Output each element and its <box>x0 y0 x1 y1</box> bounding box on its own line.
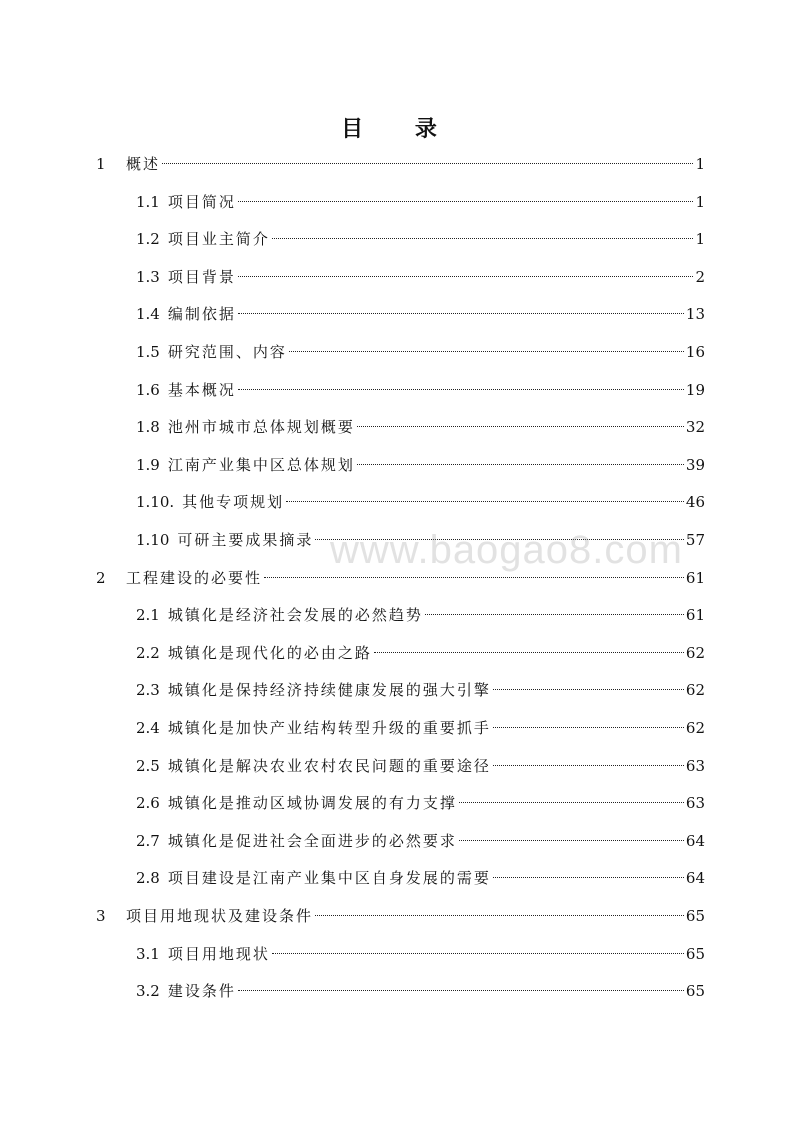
toc-entry[interactable] <box>96 904 705 928</box>
toc-entry-label: 城镇化是推动区域协调发展的有力支撑 <box>167 794 457 813</box>
toc-entry-label: 研究范围、内容 <box>167 343 287 361</box>
toc-entry-label: 其他专项规划 <box>182 493 285 512</box>
toc-entry[interactable] <box>136 829 705 853</box>
toc-entry-label: 建设条件 <box>167 982 236 1001</box>
toc-entry-label: 基本概况 <box>167 380 236 399</box>
toc-entry[interactable] <box>96 152 705 176</box>
toc-entry-number: 2.4 <box>136 719 160 737</box>
dot-leader <box>357 426 684 427</box>
toc-entry-page: 63 <box>685 756 705 775</box>
dot-leader <box>493 727 684 728</box>
dot-leader <box>493 877 684 878</box>
toc-entry[interactable] <box>136 754 705 778</box>
toc-entry-number: 1.8 <box>136 418 160 437</box>
toc-entry-page: 61 <box>685 568 705 587</box>
toc-entry-number: 3.2 <box>136 982 160 1001</box>
dot-leader <box>238 276 694 277</box>
toc-title: 目 录 <box>341 116 459 142</box>
toc-entry-page: 65 <box>685 907 705 925</box>
toc-entry[interactable] <box>136 716 705 740</box>
toc-entry-page: 65 <box>685 982 705 1001</box>
toc-entry[interactable] <box>136 791 705 815</box>
toc-entry-label: 项目用地现状及建设条件 <box>126 907 314 925</box>
toc-entry-number: 2 <box>96 568 106 587</box>
dot-leader <box>264 577 684 578</box>
toc-entry-page: 64 <box>685 869 705 888</box>
toc-entry-page: 16 <box>685 343 705 361</box>
toc-entry-page: 19 <box>685 380 705 399</box>
toc-entry-label: 项目简况 <box>167 192 236 211</box>
toc-entry-number: 2.1 <box>136 606 160 625</box>
dot-leader <box>272 238 694 239</box>
toc-entry[interactable] <box>136 979 705 1003</box>
toc-entry-page: 32 <box>685 418 705 437</box>
dot-leader <box>238 313 684 314</box>
toc-entry-label: 项目用地现状 <box>167 944 270 963</box>
dot-leader <box>238 990 684 991</box>
toc-entry[interactable] <box>136 942 705 966</box>
toc-entry-number: 1.5 <box>136 343 160 361</box>
toc-entry-number: 1.10 <box>136 531 170 549</box>
toc-entry-number: 1.10. <box>136 493 175 512</box>
toc-entry-label: 池州市城市总体规划概要 <box>167 418 355 437</box>
toc-entry-page: 39 <box>685 455 705 474</box>
toc-entry-label: 项目业主简介 <box>167 230 270 249</box>
toc-entry-label: 城镇化是保持经济持续健康发展的强大引擎 <box>167 681 491 700</box>
toc-entry-label: 城镇化是现代化的必由之路 <box>167 643 372 662</box>
toc-entry[interactable] <box>136 378 705 402</box>
dot-leader <box>286 501 684 502</box>
toc-entry-label: 城镇化是加快产业结构转型升级的重要抓手 <box>167 719 491 737</box>
dot-leader <box>459 840 684 841</box>
toc-entry-page: 61 <box>685 606 705 625</box>
toc-entry[interactable] <box>136 603 705 627</box>
dot-leader <box>493 689 684 690</box>
toc-entry-number: 1.3 <box>136 267 160 286</box>
toc-entry-number: 1 <box>96 155 106 173</box>
dot-leader <box>425 614 684 615</box>
toc-entry-page: 1 <box>695 192 705 211</box>
toc-entry-page: 2 <box>695 267 705 286</box>
toc-entry[interactable] <box>136 866 705 890</box>
toc-entry-page: 62 <box>685 719 705 737</box>
dot-leader <box>357 464 684 465</box>
toc-entry-number: 1.4 <box>136 305 160 324</box>
toc-entry-number: 2.2 <box>136 643 160 662</box>
toc-entry-page: 1 <box>695 155 705 173</box>
toc-entry[interactable] <box>136 340 705 364</box>
toc-entry-number: 2.3 <box>136 681 160 700</box>
toc-entry-page: 46 <box>685 493 705 512</box>
toc-entry-label: 江南产业集中区总体规划 <box>167 455 355 474</box>
toc-entry-label: 城镇化是解决农业农村农民问题的重要途径 <box>167 756 491 775</box>
dot-leader <box>238 389 684 390</box>
toc-entry[interactable] <box>136 415 705 439</box>
toc-entry-number: 2.8 <box>136 869 160 888</box>
dot-leader <box>374 652 684 653</box>
toc-entry-number: 3 <box>96 907 106 925</box>
dot-leader <box>238 201 694 202</box>
toc-entry-number: 2.7 <box>136 831 160 850</box>
toc-entry[interactable] <box>136 190 705 214</box>
toc-entry[interactable] <box>136 265 705 289</box>
toc-entry[interactable] <box>136 453 705 477</box>
toc-entry-label: 工程建设的必要性 <box>126 568 263 587</box>
toc-entry-page: 62 <box>685 643 705 662</box>
toc-entry[interactable] <box>136 641 705 665</box>
toc-entry-page: 64 <box>685 831 705 850</box>
toc-entry-number: 2.6 <box>136 794 160 813</box>
toc-entry[interactable] <box>136 678 705 702</box>
toc-entry[interactable] <box>136 227 705 251</box>
toc-entry-number: 3.1 <box>136 944 160 963</box>
dot-leader <box>289 351 684 352</box>
toc-entry-label: 城镇化是促进社会全面进步的必然要求 <box>167 831 457 850</box>
toc-entry-page: 13 <box>685 305 705 324</box>
toc-entry-label: 项目背景 <box>167 267 236 286</box>
toc-entry-page: 62 <box>685 681 705 700</box>
toc-entry-page: 57 <box>685 531 705 549</box>
watermark: www.baogao8.com <box>330 528 683 572</box>
toc-entry-label: 城镇化是经济社会发展的必然趋势 <box>167 606 423 625</box>
toc-entry-page: 65 <box>685 944 705 963</box>
dot-leader <box>493 765 684 766</box>
toc-entry-number: 1.6 <box>136 380 160 399</box>
dot-leader <box>315 915 684 916</box>
toc-entry-number: 2.5 <box>136 756 160 775</box>
dot-leader <box>272 953 684 954</box>
toc-entry-label: 编制依据 <box>167 305 236 324</box>
toc-entry-number: 1.9 <box>136 455 160 474</box>
toc-entry[interactable] <box>136 302 705 326</box>
dot-leader <box>162 163 693 164</box>
toc-entry-page: 1 <box>695 230 705 249</box>
toc-entry-label: 项目建设是江南产业集中区自身发展的需要 <box>167 869 491 888</box>
dot-leader <box>459 802 684 803</box>
toc-entry-page: 63 <box>685 794 705 813</box>
toc-entry-number: 1.2 <box>136 230 160 249</box>
toc-entry[interactable] <box>136 490 705 514</box>
toc-entry-label: 概述 <box>126 155 161 173</box>
toc-entry-label: 可研主要成果摘录 <box>177 531 314 549</box>
toc-entry-number: 1.1 <box>136 192 160 211</box>
